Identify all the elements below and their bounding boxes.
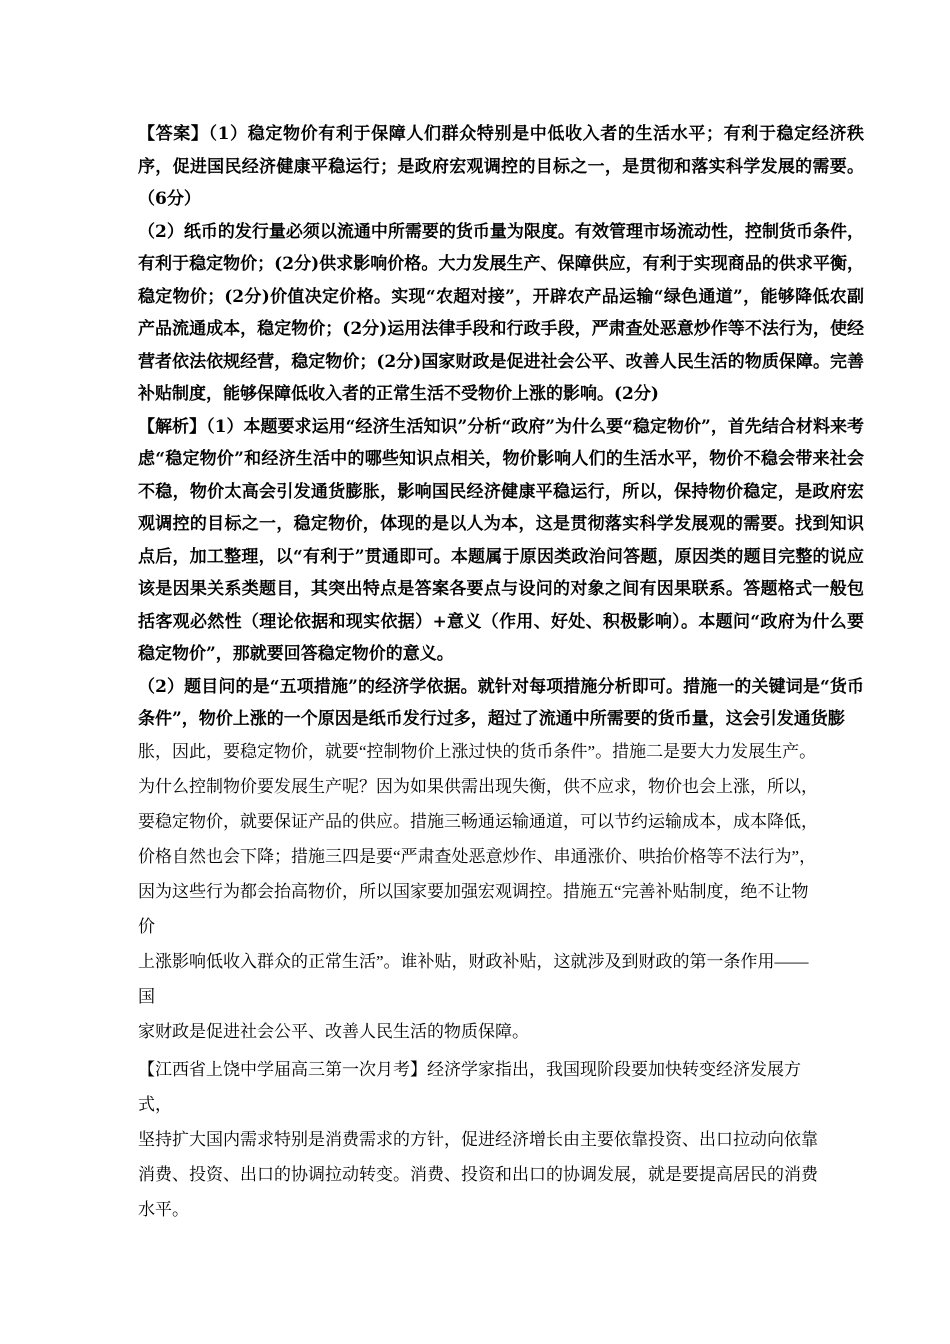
question-line: 坚持扩大国内需求特别是消费需求的方针，促进经济增长由主要依靠投资、出口拉动向依靠 — [138, 1130, 818, 1149]
answer-analysis-block — [138, 118, 864, 736]
question-block — [138, 1052, 828, 1227]
continuation-line: 要稳定物价，就要保证产品的供应。措施三畅通运输通道，可以节约运输成本，成本降低， — [138, 812, 818, 831]
question-line: 水平。 — [138, 1200, 189, 1219]
continuation-line: 家财政是促进社会公平、改善人民生活的物质保障。 — [138, 1022, 529, 1041]
answer-part2: （2）纸币的发行量必须以流通中所需要的货币量为限度。有效管理市场流动性，控制货币条件，有利于稳定物价；(2分)供求影响价格。大力发展生产、保障供应，有利于实现商品的供求平衡，稳定物价；(2分)价值决定价格。实现“农超对接”，开辟农产品运输“绿色通道”，能够降低农副产品流通成本，稳定物价；(2分)运用法律手段和行政手段，严肃查处恶意炒作等不法行为，使经营者依法依规经营，稳定物价；(2分)国家财政是促进社会公平、改善人民生活的物质保障。完善补贴制度，能够保障低收入者的正常生活不受物价上涨的影响。(2分) — [138, 221, 864, 404]
analysis-part2: （2）题目问的是“五项措施”的经济学依据。就针对每项措施分析即可。措施一的关键词是“货币条件”，物价上涨的一个原因是纸币发行过多，超过了流通中所需要的货币量，这会引发通货膨 — [138, 676, 864, 729]
continuation-line: 上涨影响低收入群众的正常生活”。谁补贴，财政补贴，这就涉及到财政的第一条作用——国 — [138, 952, 809, 1006]
continuation-line: 为什么控制物价要发展生产呢？因为如果供需出现失衡，供不应求，物价也会上涨，所以， — [138, 777, 818, 796]
answer-part1: 【答案】（1）稳定物价有利于保障人们群众特别是中低收入者的生活水平；有利于稳定经济秩序，促进国民经济健康平稳运行；是政府宏观调控的目标之一，是贯彻和落实科学发展的需要。（6分） — [138, 124, 864, 209]
continuation-line: 胀，因此，要稳定物价，就要“控制物价上涨过快的货币条件”。措施二是要大力发展生产。 — [138, 742, 817, 761]
question-line: 【江西省上饶中学届高三第一次月考】经济学家指出，我国现阶段要加快转变经济发展方式， — [138, 1060, 801, 1114]
continuation-line: 因为这些行为都会抬高物价，所以国家要加强宏观调控。措施五“完善补贴制度，绝不让物价 — [138, 882, 809, 936]
continuation-line: 价格自然也会下降；措施三四是要“严肃查处恶意炒作、串通涨价、哄抬价格等不法行为”， — [138, 847, 817, 866]
question-line: 消费、投资、出口的协调拉动转变。消费、投资和出口的协调发展，就是要提高居民的消费 — [138, 1165, 818, 1184]
analysis-part1: 【解析】（1）本题要求运用“经济生活知识”分析“政府”为什么要“稳定物价”，首先结合材料来考虑“稳定物价”和经济生活中的哪些知识点相关，物价影响人们的生活水平，物价不稳会带来社会不稳，物价太高会引发通货膨胀，影响国民经济健康平稳运行，所以，保持物价稳定，是政府宏观调控的目标之一，稳定物价，体现的是以人为本，这是贯彻落实科学发展观的需要。找到知识点后，加工整理，以“有利于”贯通即可。本题属于原因类政治问答题，原因类的题目完整的说应该是因果关系类题目，其突出特点是答案各要点与设问的对象之间有因果联系。答题格式一般包括客观必然性（理论依据和现实依据）+意义（作用、好处、积极影响）。本题问“政府为什么要稳定物价”，那就要回答稳定物价的意义。 — [138, 416, 864, 664]
analysis-continuation — [138, 734, 818, 1049]
